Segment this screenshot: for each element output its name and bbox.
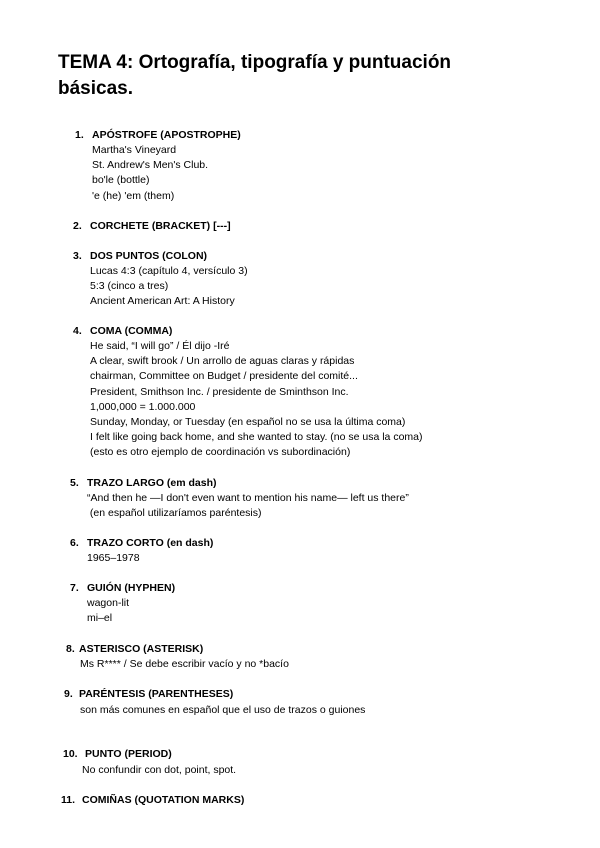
section-lines xyxy=(87,551,140,566)
section-heading xyxy=(75,128,241,143)
section-title: TRAZO CORTO (en dash) xyxy=(87,537,214,549)
line: wagon-lit xyxy=(87,597,130,609)
line: bo'le (bottle) xyxy=(92,174,150,187)
section-lines xyxy=(87,596,129,626)
line: No confundir con dot, point, spot. xyxy=(82,764,237,776)
line: 1,000,000 = 1.000.000 xyxy=(90,400,196,413)
section-title: COMIÑAS (QUOTATION MARKS) xyxy=(82,794,245,806)
section-title: CORCHETE (BRACKET) [---] xyxy=(90,220,231,232)
line: chairman, Committee on Budget / presidente del comité... xyxy=(90,370,358,383)
section-number: 4. xyxy=(73,325,82,337)
section-lines xyxy=(92,143,208,204)
section-title: PARÉNTESIS (PARENTHESES) xyxy=(79,688,234,700)
line: 1965–1978 xyxy=(87,552,140,564)
line: Ms R**** / Se debe escribir vacío y no *bacío xyxy=(80,658,289,670)
line: 'e (he) 'em (them) xyxy=(92,189,175,202)
section-number: 2. xyxy=(73,220,82,232)
section-heading xyxy=(70,536,213,551)
line: President, Smithson Inc. / presidente de Sminthson Inc. xyxy=(90,385,349,398)
section-heading xyxy=(66,642,203,657)
section-number: 9. xyxy=(64,688,73,700)
section-heading xyxy=(70,581,175,596)
line: son más comunes en español que el uso de trazos o guiones xyxy=(80,704,366,716)
line: Sunday, Monday, or Tuesday (en español no se usa la última coma) xyxy=(90,415,406,428)
section-number: 1. xyxy=(75,129,84,141)
section-title: COMA (COMMA) xyxy=(90,325,173,337)
section-title: PUNTO (PERIOD) xyxy=(85,748,172,760)
section-lines xyxy=(80,703,365,718)
page-title: TEMA 4: Ortografía, tipografía y puntuación básicas. xyxy=(58,52,452,99)
section-lines xyxy=(87,491,409,521)
section-number: 11. xyxy=(61,794,76,806)
section-title: GUIÓN (HYPHEN) xyxy=(87,582,176,594)
line: St. Andrew's Men's Club. xyxy=(92,159,209,172)
line: “And then he —I don't even want to mention his name— left us there” xyxy=(87,492,409,504)
section-heading xyxy=(70,476,217,491)
section-heading xyxy=(73,249,207,264)
line: A clear, swift brook / Un arrollo de aguas claras y rápidas xyxy=(90,355,355,368)
section-number: 3. xyxy=(73,250,82,262)
section-number: 6. xyxy=(70,537,79,549)
line: (esto es otro ejemplo de coordinación vs subordinación) xyxy=(90,446,351,459)
section-number: 8. xyxy=(66,643,75,655)
section-heading xyxy=(73,324,172,339)
line: 5:3 (cinco a tres) xyxy=(90,280,169,293)
section-lines xyxy=(80,657,289,672)
section-heading xyxy=(61,793,244,808)
section-number: 10. xyxy=(63,748,78,760)
section-lines xyxy=(82,763,236,778)
line: mi–el xyxy=(87,612,113,625)
line: I felt like going back home, and she wanted to stay. (no se usa la coma) xyxy=(90,431,423,444)
line: Ancient American Art: A History xyxy=(90,295,235,308)
section-lines xyxy=(90,264,248,310)
section-title: TRAZO LARGO (em dash) xyxy=(87,477,217,489)
line: (en español utilizaríamos paréntesis) xyxy=(87,507,262,520)
section-title: APÓSTROFE (APOSTROPHE) xyxy=(92,129,241,141)
section-lines xyxy=(90,339,423,461)
section-number: 5. xyxy=(70,477,79,489)
section-title: DOS PUNTOS (COLON) xyxy=(90,250,208,262)
section-heading xyxy=(63,747,172,762)
section-heading xyxy=(64,687,233,702)
section-title: ASTERISCO (ASTERISK) xyxy=(79,643,204,655)
section-heading xyxy=(73,219,231,234)
line: Lucas 4:3 (capítulo 4, versículo 3) xyxy=(90,265,248,277)
line: Martha's Vineyard xyxy=(92,144,177,156)
line: He said, “I will go” / Él dijo -Iré xyxy=(90,340,230,352)
section-number: 7. xyxy=(70,582,79,594)
